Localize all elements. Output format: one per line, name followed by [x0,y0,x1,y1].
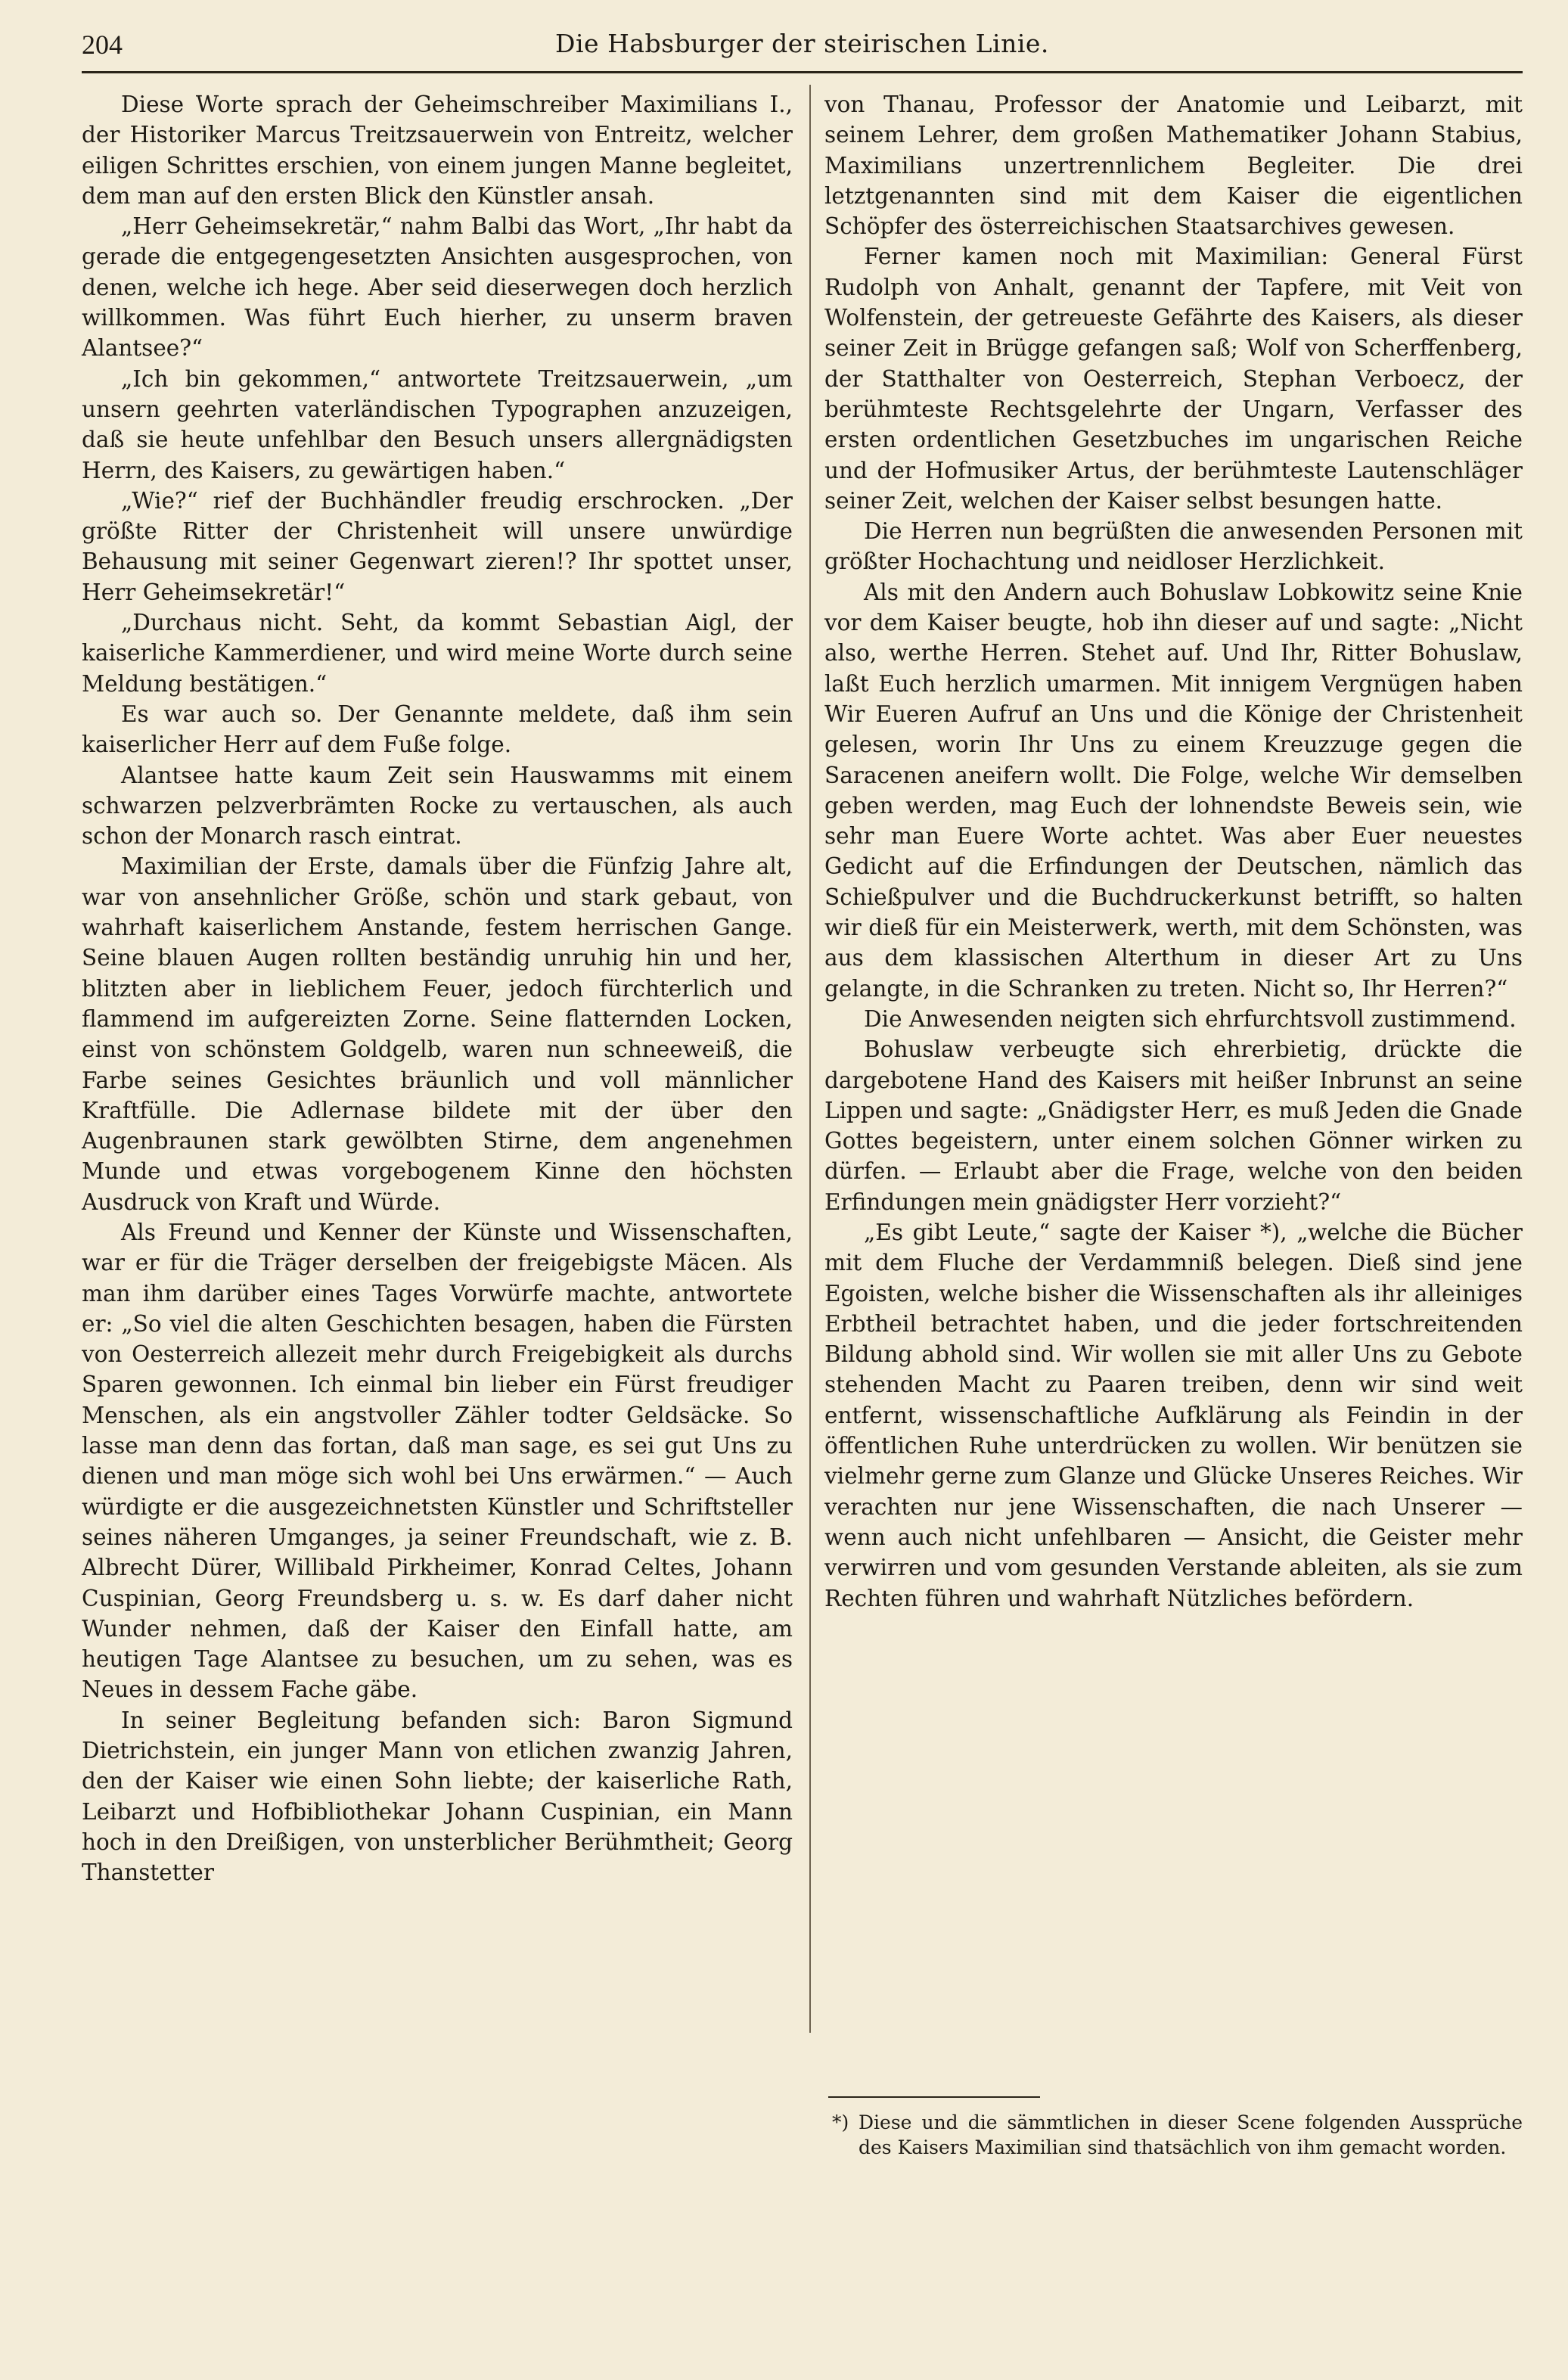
header-rule [82,71,1523,73]
paragraph: Alantsee hatte kaum Zeit sein Hauswamms mit einem schwarzen pelzverbrämten Rocke zu vertauschen, als auch schon der Monarch rasch eintrat. [82,762,793,850]
paragraph: „Es gibt Leute,“ sagte der Kaiser *), „welche die Bücher mit dem Fluche der Verdammniß belegen. Dieß sind jene Egoisten, welche bisher die Wissenschaften als ihr alleiniges Erbtheil betrachtet haben, und die jeder fortschreitenden Bildung abhold sind. Wir wollen sie mit aller Uns zu Gebote stehenden Macht zu Paaren treiben, denn wir sind weit entfernt, wissenschaftliche Aufklärung als Feindin in der öffentlichen Ruhe unterdrücken zu wollen. Wir benützen sie vielmehr gerne zum Glanze und Glücke Unseres Reiches. Wir verachten nur jene Wissenschaften, die nach Unserer — wenn auch nicht unfehlbaren — Ansicht, die Geister mehr verwirren und vom gesunden Verstande ableiten, als sie zum Rechten führen und wahrhaft Nützliches befördern. [824,1219,1523,1611]
right-column [824,89,1523,1614]
paragraph: Als Freund und Kenner der Künste und Wissenschaften, war er für die Träger derselben der freigebigste Mäcen. Als man ihm darüber eines Tages Vorwürfe machte, antwortete er: „So viel die alten Geschichten besagen, haben die Fürsten von Oesterreich allezeit mehr durch Freigebigkeit als durchs Sparen gewonnen. Ich einmal bin lieber ein Fürst freudiger Menschen, als ein angstvoller Zähler todter Geldsäcke. So lasse man denn das fortan, daß man sage, es sei gut Uns zu dienen und man möge sich wohl bei Uns erwärmen.“ — Auch würdigte er die ausgezeichnetsten Künstler und Schriftsteller seines näheren Umganges, ja seiner Freundschaft, wie z. B. Albrecht Dürer, Willibald Pirkheimer, Konrad Celtes, Johann Cuspinian, Georg Freundsberg u. s. w. Es darf daher nicht Wunder nehmen, daß der Kaiser den Einfall hatte, am heutigen Tage Alantsee zu besuchen, um zu sehen, was es Neues in dessem Fache gäbe. [82,1219,793,1703]
footnote-text: Diese und die sämmtlichen in dieser Scene folgenden Aussprüche des Kaisers Maximilian sind thatsächlich von ihm gemacht worden. [859,2111,1523,2158]
running-title: Die Habsburger der steirischen Linie. [555,29,1049,58]
paragraph: Es war auch so. Der Genannte meldete, daß ihm sein kaiserlicher Herr auf dem Fuße folge. [82,701,793,758]
paragraph: Die Anwesenden neigten sich ehrfurchtsvoll zustimmend. [864,1005,1517,1032]
paragraph: „Durchaus nicht. Seht, da kommt Sebastian Aigl, der kaiserliche Kammerdiener, und wird meine Worte durch seine Meldung bestätigen.“ [82,610,793,697]
page-header [82,24,1523,62]
page-number: 204 [82,30,123,60]
paragraph: „Ich bin gekommen,“ antwortete Treitzsauerwein, „um unsern geehrten vaterländischen Typographen anzuzeigen, daß sie heute unfehlbar den Besuch unsers allergnädigsten Herrn, des Kaisers, zu gewärtigen haben.“ [82,365,793,483]
left-column [82,89,793,1888]
footnote-mark: *) [832,2111,849,2133]
paragraph: Als mit den Andern auch Bohuslaw Lobkowitz seine Knie vor dem Kaiser beugte, hob ihn dieser auf und sagte: „Nicht also, werthe Herren. Stehet auf. Und Ihr, Ritter Bohuslaw, laßt Euch herzlich umarmen. Mit innigem Vergnügen haben Wir Eueren Aufruf an Uns und die Könige der Christenheit gelesen, worin Ihr Uns zu einem Kreuzzuge gegen die Saracenen aneifern wollt. Die Folge, welche Wir demselben geben werden, mag Euch der lohnendste Beweis sein, wie sehr man Euere Worte achtet. Was aber Euer neuestes Gedicht auf die Erfindungen der Deutschen, nämlich das Schießpulver und die Buchdruckerkunst betrifft, so halten wir dieß für ein Meisterwerk, werth, mit dem Schönsten, was aus dem klassischen Alterthum in dieser Art zu Uns gelangte, in die Schranken zu treten. Nicht so, Ihr Herren?“ [824,579,1523,1002]
paragraph: Diese Worte sprach der Geheimschreiber Maximilians I., der Historiker Marcus Treitzsauerwein von Entreitz, welcher eiligen Schrittes erschien, von einem jungen Manne begleitet, dem man auf den ersten Blick den Künstler ansah. [82,92,793,209]
paragraph: Maximilian der Erste, damals über die Fünfzig Jahre alt, war von ansehnlicher Größe, schön und stark gebaut, von wahrhaft kaiserlichem Anstande, festem herrischen Gange. Seine blauen Augen rollten beständig unruhig hin und her, blitzten aber in lieblichem Feuer, jedoch fürchterlich und flammend im aufgereizten Zorne. Seine flatternden Locken, einst von schönstem Goldgelb, waren nun schneeweiß, die Farbe seines Gesichtes bräunlich und voll männlicher Kraftfülle. Die Adlernase bildete mit der über den Augenbraunen stark gewölbten Stirne, dem angenehmen Munde und etwas vorgebogenem Kinne den höchsten Ausdruck von Kraft und Würde. [82,853,793,1215]
paragraph: Bohuslaw verbeugte sich ehrerbietig, drückte die dargebotene Hand des Kaisers mit heißer Inbrunst an seine Lippen und sagte: „Gnädigster Herr, es muß Jeden die Gnade Gottes begeistern, unter einem solchen Gönner wirken zu dürfen. — Erlaubt aber die Frage, welche von den beiden Erfindungen mein gnädigster Herr vorzieht?“ [824,1036,1523,1215]
paragraph: „Wie?“ rief der Buchhändler freudig erschrocken. „Der größte Ritter der Christenheit will unsere unwürdige Behausung mit seiner Gegenwart zieren!? Ihr spottet unser, Herr Geheimsekretär!“ [82,487,793,605]
footnote [832,2110,1523,2160]
paragraph: In seiner Begleitung befanden sich: Baron Sigmund Dietrichstein, ein junger Mann von etlichen zwanzig Jahren, den der Kaiser wie einen Sohn liebte; der kaiserliche Rath, Leibarzt und Hofbibliothekar Johann Cuspinian, ein Mann hoch in den Dreißigen, von unsterblicher Berühmtheit; Georg Thanstetter [82,1707,793,1886]
footnote-rule [828,2096,1040,2098]
paragraph: „Herr Geheimsekretär,“ nahm Balbi das Wort, „Ihr habt da gerade die entgegengesetzten Ansichten ausgesprochen, von denen, welche ich hege. Aber seid dieserwegen doch herzlich willkommen. Was führt Euch hierher, zu unserm braven Alantsee?“ [82,213,793,362]
paragraph-continued: von Thanau, Professor der Anatomie und Leibarzt, mit seinem Lehrer, dem großen Mathematiker Johann Stabius, Maximilians unzertrennlichem Begleiter. Die drei letztgenannten sind mit dem Kaiser die eigentlichen Schöpfer des österreichischen Staatsarchives gewesen. [824,92,1523,240]
column-divider [809,85,811,2033]
paragraph: Ferner kamen noch mit Maximilian: General Fürst Rudolph von Anhalt, genannt der Tapfere, mit Veit von Wolfenstein, der getreueste Gefährte des Kaisers, als dieser seiner Zeit in Brügge gefangen saß; Wolf von Scherffenberg, der Statthalter von Oesterreich, Stephan Verboecz, der berühmteste Rechtsgelehrte der Ungarn, Verfasser des ersten ordentlichen Gesetzbuches im ungarischen Reiche und der Hofmusiker Artus, der berühmteste Lautenschläger seiner Zeit, welchen der Kaiser selbst besungen hatte. [824,244,1523,514]
paragraph: Die Herren nun begrüßten die anwesenden Personen mit größter Hochachtung und neidloser Herzlichkeit. [824,518,1523,575]
